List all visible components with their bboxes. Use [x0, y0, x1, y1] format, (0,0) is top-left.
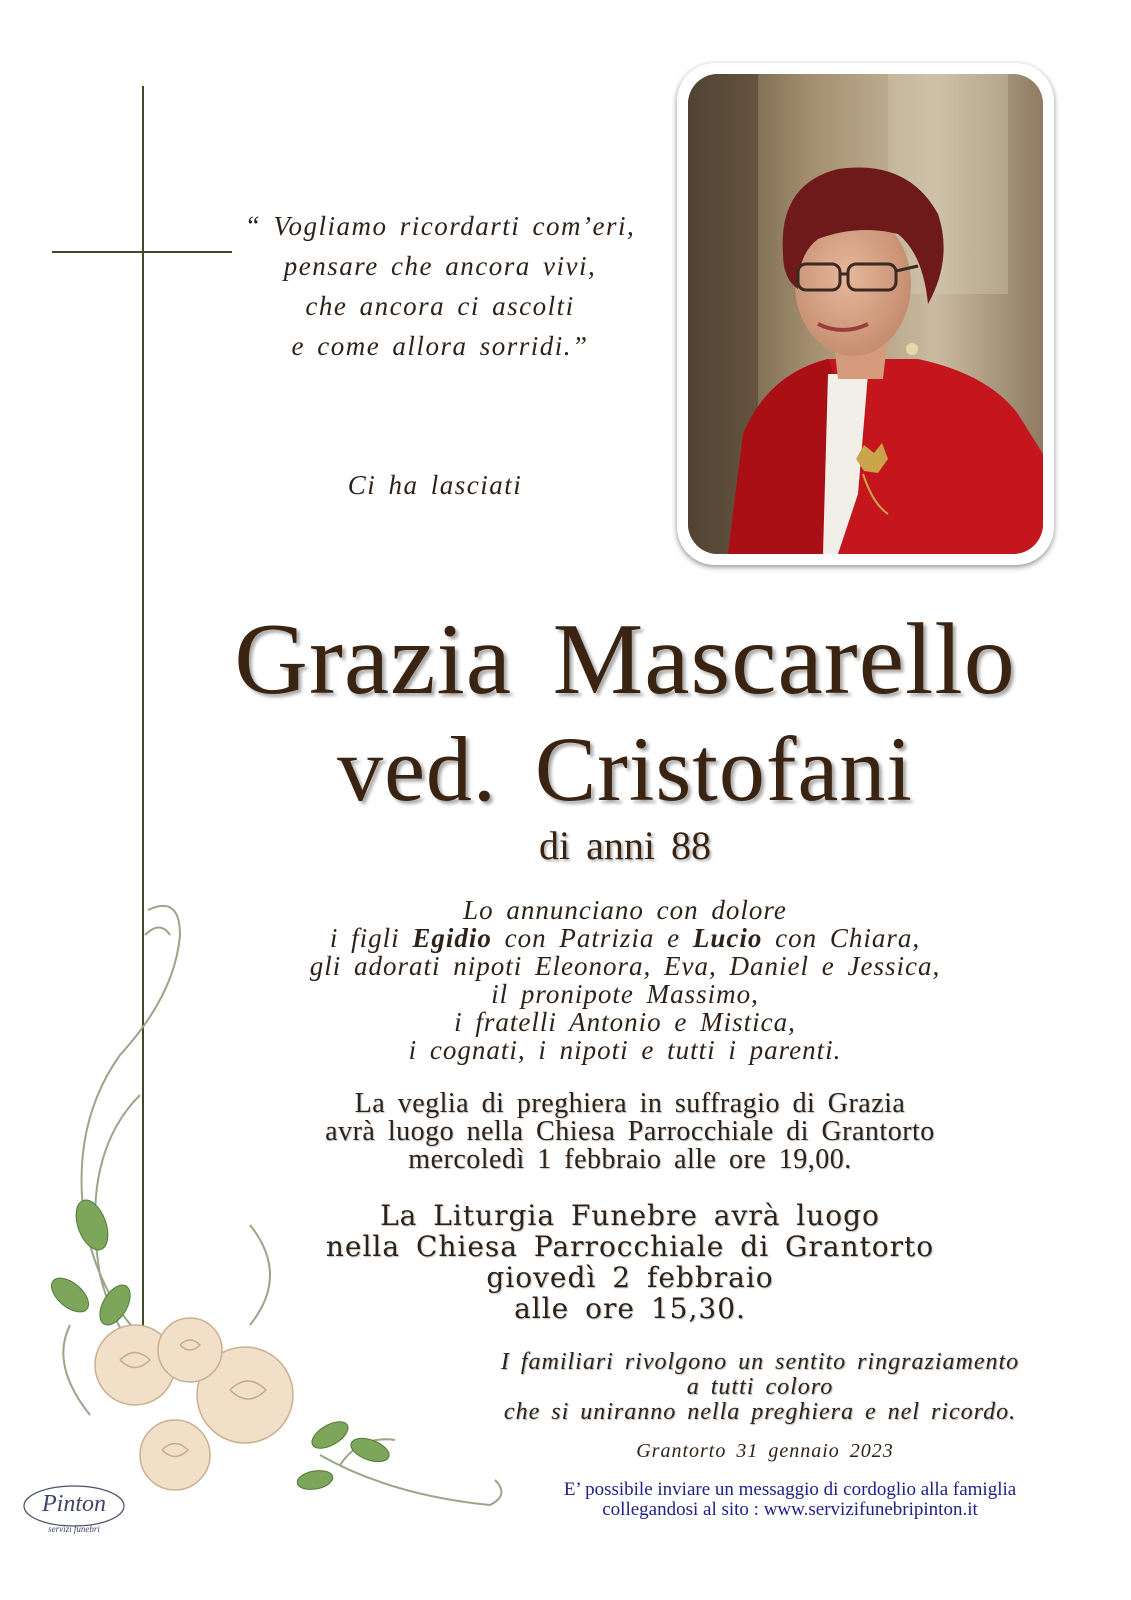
announcement-line: i fratelli Antonio e Mistica,	[454, 1007, 796, 1037]
quote-line: e come allora sorridi.”	[291, 331, 589, 361]
deceased-name: Grazia Mascarello	[234, 603, 1016, 716]
cross-bar	[52, 251, 232, 253]
thanks-message	[440, 1350, 1080, 1425]
quote-line: “ Vogliamo ricordarti com’eri,	[244, 211, 636, 241]
funeral-line: La Liturgia Funebre avrà luogo	[380, 1199, 880, 1232]
quote-line: pensare che ancora vivi,	[283, 251, 597, 281]
rose-decoration-icon	[40, 895, 510, 1545]
pinton-logo-icon	[18, 1478, 130, 1540]
vigil-line: La veglia di preghiera in suffragio di Grazia	[354, 1088, 906, 1119]
portrait-image	[688, 74, 1043, 554]
logo-name: Pinton	[42, 1491, 106, 1517]
announcement-line: Lo annunciano con dolore	[463, 895, 787, 925]
place-date: Grantorto 31 gennaio 2023	[636, 1440, 894, 1462]
thanks-line: che si uniranno nella preghiera e nel ricordo.	[503, 1399, 1017, 1425]
thanks-line: I familiari rivolgono un sentito ringraziamento	[500, 1349, 1020, 1375]
child-name: Lucio	[692, 923, 763, 953]
deceased-widow-of: ved. Cristofani	[337, 718, 913, 820]
memorial-quote	[220, 206, 660, 366]
logo-subtitle: servizi funebri	[48, 1524, 100, 1534]
deceased-photo	[688, 74, 1043, 554]
vigil-line: avrà luogo nella Chiesa Parrocchiale di Grantorto	[325, 1116, 935, 1147]
vigil-line: mercoledì 1 febbraio alle ore 19,00.	[408, 1144, 852, 1175]
left-message: Ci ha lasciati	[347, 470, 523, 500]
announcement-line: i cognati, i nipoti e tutti i parenti.	[408, 1035, 842, 1065]
quote-line: che ancora ci ascolti	[305, 291, 575, 321]
funeral-line: giovedì 2 febbraio	[486, 1261, 774, 1294]
announcement-text: con Chiara,	[762, 923, 921, 953]
announcement-line: il pronipote Massimo,	[491, 979, 759, 1009]
contact-link[interactable]: collegandosi al sito : www.servizifunebripinton.it	[602, 1499, 978, 1520]
deceased-age: di anni 88	[539, 823, 711, 868]
announcement-text: i figli	[329, 923, 413, 953]
condolence-contact	[480, 1480, 1100, 1520]
contact-line: E’ possibile inviare un messaggio di cordoglio alla famiglia	[563, 1479, 1017, 1500]
thanks-line: a tutti coloro	[686, 1374, 834, 1400]
child-name: Egidio	[412, 923, 492, 953]
announcement-line: gli adorati nipoti Eleonora, Eva, Daniel e Jessica,	[309, 951, 941, 981]
funeral-line: alle ore 15,30.	[514, 1292, 746, 1325]
announcement-text: con Patrizia e	[491, 923, 693, 953]
funeral-line: nella Chiesa Parrocchiale di Grantorto	[325, 1230, 935, 1263]
